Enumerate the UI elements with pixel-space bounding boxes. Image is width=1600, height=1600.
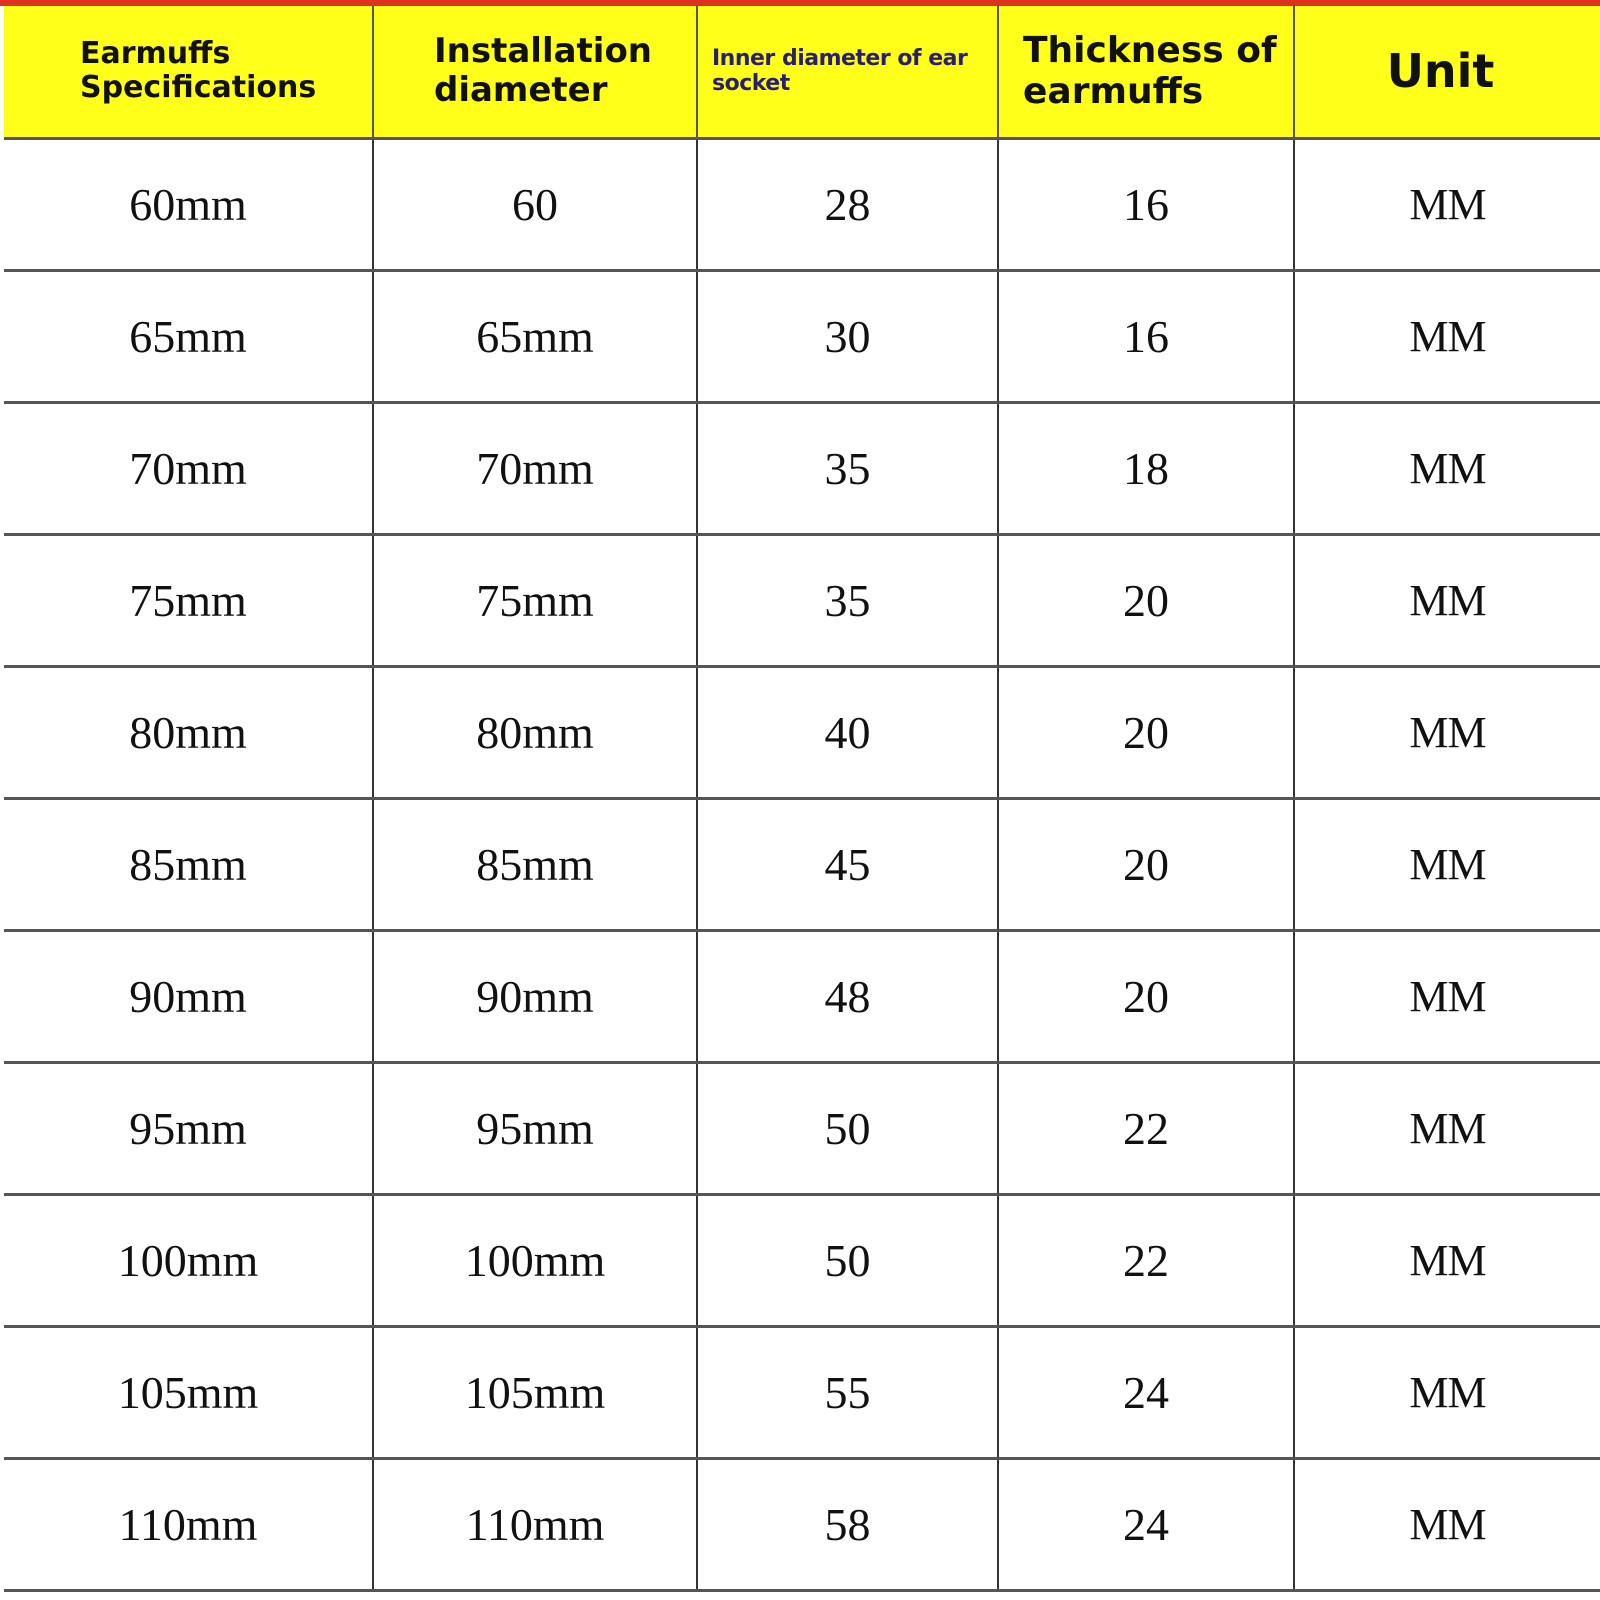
table-row (4, 402, 1600, 534)
spec-cell: 70mm (4, 402, 373, 534)
spec-cell: 90mm (4, 930, 373, 1062)
table-row (4, 930, 1600, 1062)
inner-diameter-cell: 45 (697, 798, 998, 930)
thickness-cell: 20 (998, 666, 1294, 798)
inner-diameter-cell: 30 (697, 270, 998, 402)
thickness-cell: 20 (998, 930, 1294, 1062)
unit-cell: MM (1294, 1326, 1600, 1458)
spec-cell: 105mm (4, 1326, 373, 1458)
inner-diameter-cell: 50 (697, 1194, 998, 1326)
table-row (4, 1062, 1600, 1194)
spec-cell: 80mm (4, 666, 373, 798)
unit-cell: MM (1294, 930, 1600, 1062)
earmuff-spec-table (4, 6, 1600, 1592)
table-row (4, 1194, 1600, 1326)
installation-cell: 60 (373, 138, 697, 270)
table-row (4, 534, 1600, 666)
installation-cell: 75mm (373, 534, 697, 666)
table-row (4, 1458, 1600, 1590)
table-row (4, 666, 1600, 798)
spec-cell: 95mm (4, 1062, 373, 1194)
spec-cell: 65mm (4, 270, 373, 402)
table-row (4, 1326, 1600, 1458)
unit-cell: MM (1294, 402, 1600, 534)
table-row (4, 270, 1600, 402)
inner-diameter-cell: 58 (697, 1458, 998, 1590)
thickness-cell: 20 (998, 534, 1294, 666)
unit-cell: MM (1294, 798, 1600, 930)
installation-cell: 110mm (373, 1458, 697, 1590)
thickness-cell: 22 (998, 1062, 1294, 1194)
inner-diameter-cell: 50 (697, 1062, 998, 1194)
spec-cell: 100mm (4, 1194, 373, 1326)
header-earmuffs-specifications: Earmuffs Specifications (4, 6, 373, 138)
inner-diameter-cell: 35 (697, 534, 998, 666)
inner-diameter-cell: 28 (697, 138, 998, 270)
inner-diameter-cell: 55 (697, 1326, 998, 1458)
installation-cell: 80mm (373, 666, 697, 798)
spec-cell: 60mm (4, 138, 373, 270)
spec-cell: 85mm (4, 798, 373, 930)
spec-cell: 75mm (4, 534, 373, 666)
thickness-cell: 16 (998, 270, 1294, 402)
inner-diameter-cell: 35 (697, 402, 998, 534)
thickness-cell: 16 (998, 138, 1294, 270)
thickness-cell: 24 (998, 1458, 1294, 1590)
unit-cell: MM (1294, 666, 1600, 798)
inner-diameter-cell: 48 (697, 930, 998, 1062)
spec-cell: 110mm (4, 1458, 373, 1590)
inner-diameter-cell: 40 (697, 666, 998, 798)
installation-cell: 65mm (373, 270, 697, 402)
unit-cell: MM (1294, 138, 1600, 270)
header-installation-diameter: Installation diameter (373, 6, 697, 138)
unit-cell: MM (1294, 270, 1600, 402)
installation-cell: 85mm (373, 798, 697, 930)
table-body (4, 138, 1600, 1590)
unit-cell: MM (1294, 1062, 1600, 1194)
unit-cell: MM (1294, 1194, 1600, 1326)
thickness-cell: 20 (998, 798, 1294, 930)
table-header-row (4, 6, 1600, 138)
thickness-cell: 18 (998, 402, 1294, 534)
header-inner-diameter: Inner diameter of ear socket (697, 6, 998, 138)
table-row (4, 138, 1600, 270)
unit-cell: MM (1294, 534, 1600, 666)
installation-cell: 90mm (373, 930, 697, 1062)
thickness-cell: 24 (998, 1326, 1294, 1458)
header-thickness: Thickness of earmuffs (998, 6, 1294, 138)
header-unit: Unit (1294, 6, 1600, 138)
table-row (4, 798, 1600, 930)
installation-cell: 95mm (373, 1062, 697, 1194)
unit-cell: MM (1294, 1458, 1600, 1590)
installation-cell: 100mm (373, 1194, 697, 1326)
thickness-cell: 22 (998, 1194, 1294, 1326)
installation-cell: 105mm (373, 1326, 697, 1458)
installation-cell: 70mm (373, 402, 697, 534)
